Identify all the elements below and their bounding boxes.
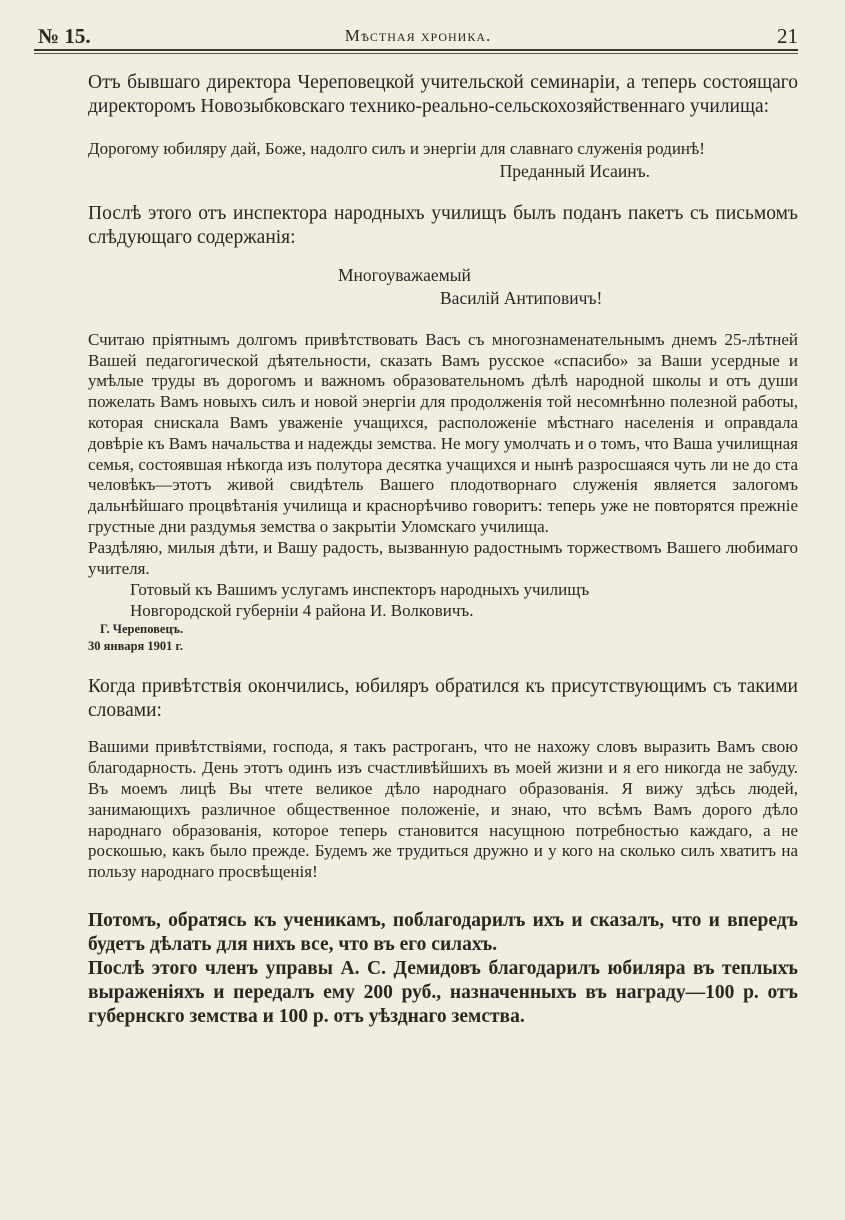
greeting-signature: Преданный Исаинъ. bbox=[499, 160, 650, 181]
letter-place: Г. Череповецъ. bbox=[100, 622, 184, 637]
letter-date: 30 января 1901 г. bbox=[88, 639, 183, 654]
greeting-text: Дорогому юбиляру дай, Боже, надолго силъ и энергіи для славнаго служенія родинѣ! bbox=[88, 139, 705, 158]
paragraph-students: Потомъ, обратясь къ ученикамъ, поблагодарилъ ихъ и сказалъ, что и впередъ будетъ дѣлать для нихъ все, что въ его силахъ. bbox=[88, 909, 798, 955]
page-number: 21 bbox=[777, 24, 798, 48]
paragraph-inspector: Послѣ этого отъ инспектора народныхъ училищъ былъ поданъ пакетъ съ письмомъ слѣдующаго содержанія: bbox=[88, 202, 798, 248]
letter-salutation-1: Многоуважаемый bbox=[338, 264, 471, 285]
running-header bbox=[38, 22, 798, 48]
letter-closing: Раздѣляю, милыя дѣти, и Вашу радость, вызванную радостнымъ торжествомъ Вашего любимаго учителя. bbox=[88, 537, 798, 578]
letter-salutation-2: Василій Антиповичъ! bbox=[440, 287, 603, 308]
page-content bbox=[88, 71, 798, 1029]
letter-body: Считаю пріятнымъ долгомъ привѣтствовать Васъ съ многознаменательнымъ днемъ 25-лѣтней Вашей педагогической дѣятельности, сказать Вамъ русское «спасибо» за Ваши усердные и умѣлые труды въ дорогомъ и важномъ образовательномъ дѣлѣ народной школы и отъ души пожелать Вамъ новыхъ силъ и новой энергіи для продолженія той несомнѣнно полезной работы, которая снискала Вамъ уваженіе учащихся, расположеніе мѣстнаго населенія и оправдала довѣріе къ Вамъ начальства и надежды земства. Не могу умолчать и о томъ, что Ваша училищная семья, состоявшая нѣкогда изъ полутора десятка учащихся и нынѣ разросшаяся чуть ли не до ста человѣкъ—этотъ живой свидѣтель Вашего плодотворнаго служенія является залогомъ дальнѣйшаго процвѣтанія училища и краснорѣчиво говоритъ: теперь уже не повторятся прежніе грустные дни раздумья земства о закрытіи Уломскаго училища. bbox=[88, 329, 798, 536]
letter-signature-2: Новгородской губерніи 4 района И. Волковичъ. bbox=[130, 601, 474, 621]
paragraph-intro: Отъ бывшаго директора Череповецкой учительской семинаріи, а теперь состоящаго директоромъ Новозыбковскаго технико-реально-сельскохозяйственнаго училища: bbox=[88, 72, 798, 117]
issue-number: № 15. bbox=[38, 24, 91, 48]
section-title: Мѣстная хроника. bbox=[344, 26, 492, 45]
paragraph-demidov: Послѣ этого членъ управы А. С. Демидовъ благодарилъ юбиляра въ теплыхъ выраженіяхъ и передалъ ему 200 руб., назначенныхъ въ награду—100 р. отъ губернскго земства и 100 р. отъ уѣзднаго земства. bbox=[88, 957, 798, 1027]
paragraph-jubilee-reply: Когда привѣтствія окончились, юбиляръ обратился къ присутствующимъ съ такими словами: bbox=[88, 676, 798, 722]
letter-signature-1: Готовый къ Вашимъ услугамъ инспекторъ народныхъ училищъ bbox=[130, 580, 590, 600]
header-rule-thin bbox=[34, 53, 798, 54]
header-rule bbox=[34, 49, 798, 51]
jubilee-speech: Вашими привѣтствіями, господа, я такъ растроганъ, что не нахожу словъ выразить Вамъ свою благодарность. День этотъ одинъ изъ счастливѣйшихъ въ моей жизни и я его никогда не забуду. Въ моемъ лицѣ Вы чтете великое дѣло народнаго образованія. Я вижу здѣсь людей, занимающихъ различное общественное положеніе, и знаю, что всѣмъ Вамъ дорого дѣло народнаго образованія, которое теперь становится насущною потребностью каждаго, а не роскошью, какъ было прежде. Будемъ же трудиться дружно и у кого на сколько силъ хватитъ на пользу народнаго просвѣщенія! bbox=[88, 737, 798, 882]
